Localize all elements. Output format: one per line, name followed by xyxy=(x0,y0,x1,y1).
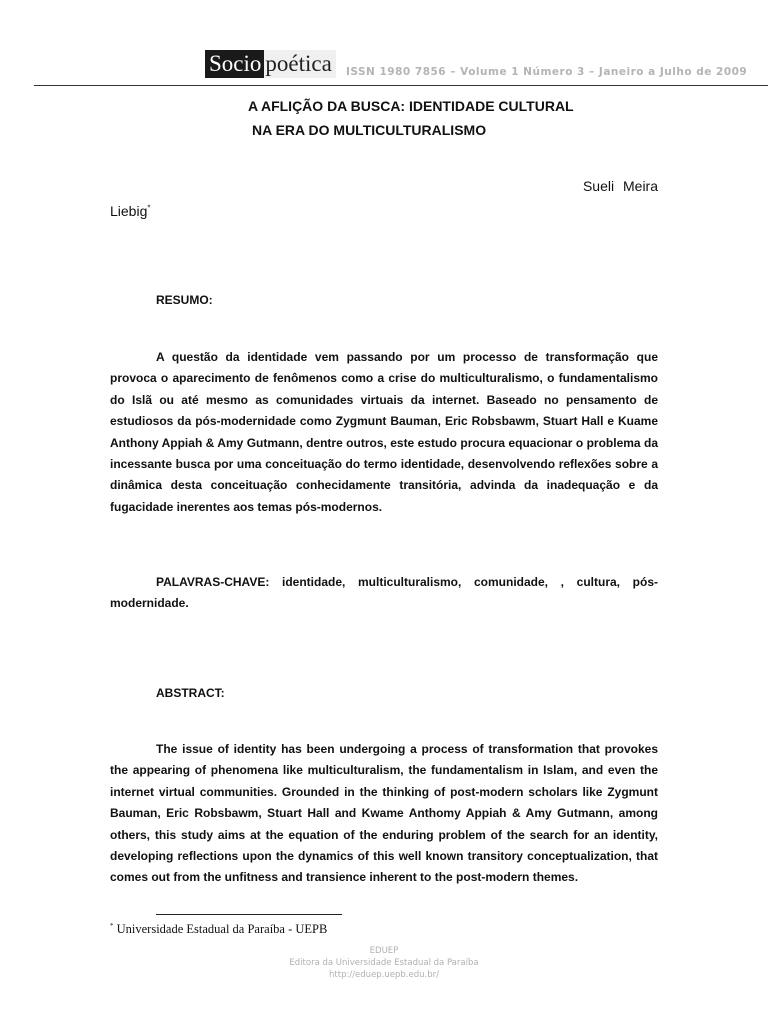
logo-part-poetica: poética xyxy=(264,50,335,78)
paper-title-line2: NA ERA DO MULTICULTURALISMO xyxy=(252,122,487,138)
footnote xyxy=(110,922,327,937)
abstract-heading: ABSTRACT: xyxy=(156,686,225,700)
publisher-full-name: Editora da Universidade Estadual da Paraíba xyxy=(289,958,479,968)
publisher-name: EDUEP xyxy=(369,946,399,956)
author-footnote-mark: * xyxy=(147,203,151,213)
author-name-second xyxy=(110,203,151,219)
page-header xyxy=(0,0,768,86)
keywords-text: PALAVRAS-CHAVE: identidade, multiculturalismo, comunidade, , cultura, pós-modernidade. xyxy=(110,575,658,611)
footnote-text: Universidade Estadual da Paraíba - UEPB xyxy=(116,922,328,937)
resumo-heading: RESUMO: xyxy=(156,293,213,307)
abstract-text: The issue of identity has been undergoing a process of transformation that provokes the appearing of phenomena like multiculturalism, the fundamentalism in Islam, and even the internet virtual communities. Grounded in the thinking of post-modern scholars like Zygmunt Bauman, Eric Robsbawm, Stuart Hall and Kwame Anthomy Appiah & Amy Gutmann, among others, this study aims at the equation of the enduring problem of the search for an identity, developing reflections upon the dynamics of this well known transitory conceptualization, that comes out from the unfitness and transience inherent to the post-modern themes. xyxy=(110,742,658,885)
journal-logo xyxy=(205,50,336,78)
footnote-divider xyxy=(156,914,342,915)
author-name-first: Sueli Meira xyxy=(582,178,658,194)
publisher-info xyxy=(0,945,768,981)
logo-part-socio: Socio xyxy=(205,50,264,78)
publisher-url: http://eduep.uepb.edu.br/ xyxy=(329,970,439,980)
resumo-text: A questão da identidade vem passando por um processo de transformação que provoca o aparecimento de fenômenos como a crise do multiculturalismo, o fundamentalismo do Islã ou até mesmo as comunidades virtuais da internet. Baseado no pensamento de estudiosos da pós-modernidade como Zygmunt Bauman, Eric Robsbawm, Stuart Hall e Kuame Anthony Appiah & Amy Gutmann, dentre outros, este estudo procura equacionar o problema da incessante busca por uma conceituação do termo identidade, desenvolvendo reflexões sobre a dinâmica desta conceituação conhecidamente transitória, advinda da inadequação e da fugacidade inerentes aos temas pós-modernos. xyxy=(110,350,658,514)
author-surname: Liebig xyxy=(110,203,148,219)
paper-title-line1: A AFLIÇÃO DA BUSCA: IDENTIDADE CULTURAL xyxy=(248,98,574,114)
footnote-mark: * xyxy=(110,922,114,930)
header-divider xyxy=(34,85,768,86)
issn-line: ISSN 1980 7856 – Volume 1 Número 3 – Janeiro a Julho de 2009 xyxy=(346,66,748,78)
